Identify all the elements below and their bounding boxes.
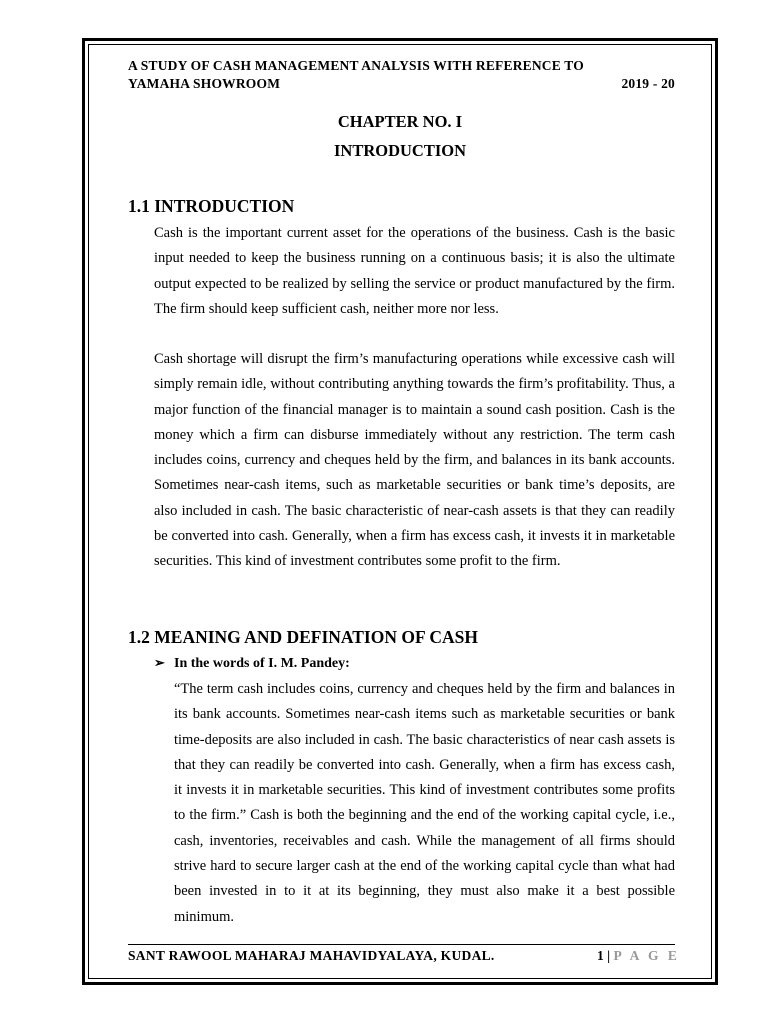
footer-divider xyxy=(128,944,675,945)
running-header-title: A STUDY OF CASH MANAGEMENT ANALYSIS WITH REFERENCE TO xyxy=(128,58,584,73)
running-header-subtitle: YAMAHA SHOWROOM xyxy=(128,76,281,91)
chapter-title: INTRODUCTION xyxy=(333,141,467,160)
running-header-year: 2019 - 20 xyxy=(621,76,675,91)
paragraph-cash-shortage: Cash shortage will disrupt the firm’s manufacturing operations while excessive cash will simply remain idle, without contributing anything towards the firm’s profitability. Thus, a major function of the financial manager is to maintain a sound cash position. Cash is the money which a firm can disburse immediately without any restriction. The term cash includes coins, currency and cheques held by the firm, and balances in its bank accounts. Sometimes near-cash items, such as marketable securities or bank time’s deposits, are also included in cash. The basic characteristic of near-cash assets is that they can readily be converted into cash. Generally, when a firm has excess cash, it invests it in marketable securities. This kind of investment contributes some profit to the firm. xyxy=(154,351,675,570)
section-heading-meaning: 1.2 MEANING AND DEFINATION OF CASH xyxy=(128,627,479,647)
running-header-line1 xyxy=(128,58,675,74)
page-separator: | xyxy=(607,948,611,963)
running-header-line2 xyxy=(128,76,675,92)
page-number: 1 xyxy=(597,948,604,963)
page-label: P A G E xyxy=(613,948,680,963)
bullet-item xyxy=(154,655,350,672)
footer-page-number xyxy=(597,948,680,964)
bullet-text: In the words of I. M. Pandey: xyxy=(174,656,350,671)
footer-college-name: SANT RAWOOL MAHARAJ MAHAVIDYALAYA, KUDAL. xyxy=(128,948,495,963)
arrow-bullet-icon: ➢ xyxy=(154,655,165,670)
section-heading-introduction: 1.1 INTRODUCTION xyxy=(128,196,295,216)
chapter-number: CHAPTER NO. I xyxy=(337,112,463,131)
paragraph-cash-importance: Cash is the important current asset for the operations of the business. Cash is the basic input needed to keep the business running on a continuous basis; it is also the ultimate output expected to be realized by selling the service or product manufactured by the firm. The firm should keep sufficient cash, neither more nor less. xyxy=(154,225,675,317)
quotation-paragraph: “The term cash includes coins, currency and cheques held by the firm and balances in its bank accounts. Sometimes near-cash items such as marketable securities or bank time-deposits are also included in cash. The basic characteristics of near cash assets is that they can readily be converted into cash. Generally, when a firm has excess cash, it invests it in marketable securities. This kind of investment contributes some profits to the firm.” Cash is both the beginning and the end of the working capital cycle, i.e., cash, inventories, receivables and cash. While the management of all firms should strive hard to secure larger cash at the end of the working capital cycle than what had been invested in to it at its beginning, they must also make it a best possible minimum. xyxy=(174,681,675,925)
